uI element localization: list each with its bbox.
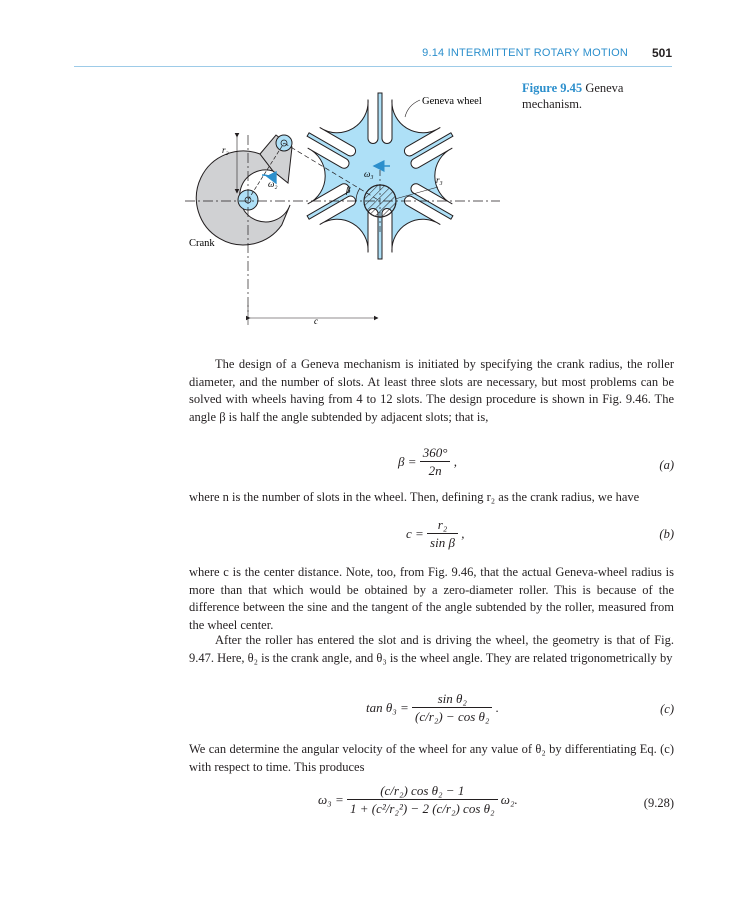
page-number: 501	[651, 46, 672, 60]
label-omega3: ω₃	[364, 169, 374, 179]
eq-b-lhs: c =	[406, 525, 424, 541]
geneva-mechanism-figure	[180, 75, 510, 330]
eq-928-den: 1 + (c²/r₂²) − 2 (c/r₂) cos θ₂	[349, 801, 495, 816]
eq-928-num: (c/r₂) cos θ₂ − 1	[347, 782, 498, 800]
eq-928-lhs: ω₃ =	[318, 791, 344, 807]
eq-a-num: 360°	[420, 444, 451, 462]
eq-c-number: (c)	[660, 702, 674, 716]
equation-c	[366, 690, 499, 725]
eq-928-tail: ω₂.	[500, 791, 518, 807]
section-title: 9.14 INTERMITTENT ROTARY MOTION	[422, 47, 628, 59]
paragraph-4: After the roller has entered the slot and is driving the wheel, the geometry is that of Fig. 9.47. Here, θ₂ is the crank angle, and θ₃ is the wheel angle. They are related trigonometrically by	[189, 633, 674, 665]
eq-c-tail: .	[495, 699, 499, 715]
label-geneva-wheel: Geneva wheel	[422, 96, 482, 107]
eq-928-number: (9.28)	[643, 796, 674, 810]
figure-title: Geneva mechanism.	[522, 81, 624, 111]
eq-c-num: sin θ₂	[412, 690, 492, 708]
label-c: c	[314, 316, 318, 326]
eq-c-den: (c/r₂) − cos θ₂	[415, 709, 490, 724]
eq-b-den: sin β	[430, 535, 455, 550]
paragraph-2: where n is the number of slots in the wheel. Then, defining r₂ as the crank radius, we have	[189, 490, 640, 504]
label-r3: r₃	[436, 175, 443, 185]
eq-a-number: (a)	[659, 458, 674, 472]
label-crank: Crank	[189, 238, 215, 249]
eq-c-lhs: tan θ₃ =	[366, 699, 409, 715]
eq-a-den: 2n	[428, 463, 442, 478]
paragraph-5: We can determine the angular velocity of the wheel for any value of θ₂ by differentiating Eq. (c) with respect to time. This produces	[189, 742, 674, 774]
equation-a	[398, 444, 457, 479]
figure-label: Figure 9.45	[522, 81, 583, 95]
eq-a-tail: ,	[453, 453, 457, 469]
figure-caption	[522, 80, 662, 112]
eq-b-number: (b)	[659, 527, 674, 541]
paragraph-3: where c is the center distance. Note, too, from Fig. 9.46, that the actual Geneva-wheel radius is more than that which would be obtained by a zero-diameter roller. This is because of the difference between the sine and the tangent of the angle subtended by the roller, measured from the wheel center.	[189, 565, 674, 632]
eq-b-tail: ,	[461, 525, 465, 541]
eq-b-num: r₂	[427, 516, 458, 534]
running-header	[74, 44, 672, 67]
label-r2: r₂	[222, 145, 229, 155]
label-beta: β	[346, 185, 351, 195]
label-omega2: ω₂	[268, 179, 278, 189]
eq-a-lhs: β =	[398, 453, 417, 469]
paragraph-1: The design of a Geneva mechanism is initiated by specifying the crank radius, the roller diameter, and the number of slots. At least three slots are necessary, but most problems can be solved with wheels having from 4 to 12 slots. The design procedure is shown in Fig. 9.46. The angle β is half the angle subtended by adjacent slots; that is,	[189, 357, 674, 424]
equation-b	[406, 516, 464, 551]
equation-9-28	[318, 782, 518, 817]
